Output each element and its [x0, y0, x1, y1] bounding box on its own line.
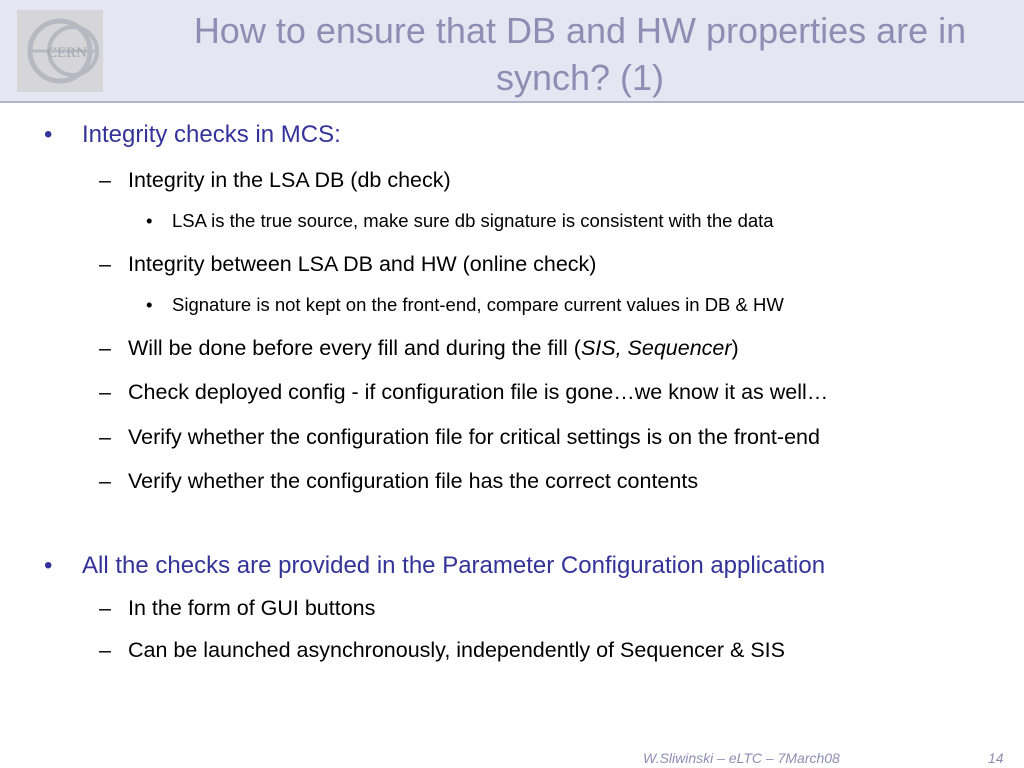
- bullet-text: In the form of GUI buttons: [128, 596, 376, 620]
- cern-logo: [17, 10, 103, 92]
- dash-marker: –: [99, 380, 111, 404]
- bullet-text-after: ): [731, 336, 739, 360]
- subsub-signature-not-kept: [146, 294, 784, 316]
- footer-author: W.Sliwinski – eLTC – 7March08: [643, 750, 840, 766]
- bullet-text: Verify whether the configuration file has the correct contents: [128, 469, 699, 493]
- cern-logo-icon: [17, 10, 103, 92]
- bullet-marker: •: [146, 210, 153, 231]
- subbullet-verify-contents: [99, 469, 699, 494]
- svg-text:CERN: CERN: [47, 45, 88, 61]
- slide-header: [0, 0, 1024, 103]
- bullet-text: Can be launched asynchronously, independently of Sequencer & SIS: [128, 638, 785, 662]
- bullet-text: Integrity between LSA DB and HW (online check): [128, 252, 597, 276]
- bullet-text: Signature is not kept on the front-end, compare current values in DB & HW: [172, 294, 784, 315]
- subbullet-integrity-lsa-db: [99, 168, 451, 193]
- subbullet-integrity-db-hw: [99, 252, 597, 277]
- dash-marker: –: [99, 638, 111, 662]
- subbullet-gui-buttons: [99, 596, 376, 621]
- bullet-marker: •: [44, 552, 53, 579]
- bullet-integrity-checks: [44, 121, 341, 149]
- bullet-text: Integrity in the LSA DB (db check): [128, 168, 451, 192]
- bullet-text: Verify whether the configuration file for critical settings is on the front-end: [128, 425, 820, 449]
- subbullet-verify-config-frontend: [99, 425, 820, 450]
- bullet-marker: •: [44, 121, 53, 148]
- bullet-text: Check deployed config - if configuration file is gone…we know it as well…: [128, 380, 829, 404]
- bullet-text: All the checks are provided in the Parameter Configuration application: [82, 552, 826, 579]
- slide-title: How to ensure that DB and HW properties are in synch? (1): [193, 10, 967, 98]
- bullet-marker: •: [146, 294, 153, 315]
- bullet-text-italic: SIS, Sequencer: [580, 336, 732, 360]
- dash-marker: –: [99, 336, 111, 360]
- subsub-lsa-true-source: [146, 210, 774, 232]
- bullet-text: Integrity checks in MCS:: [82, 121, 341, 148]
- dash-marker: –: [99, 252, 111, 276]
- dash-marker: –: [99, 596, 111, 620]
- dash-marker: –: [99, 469, 111, 493]
- bullet-checks-provided: [44, 552, 826, 580]
- subbullet-every-fill: [99, 336, 739, 361]
- bullet-text: LSA is the true source, make sure db signature is consistent with the data: [172, 210, 774, 231]
- dash-marker: –: [99, 168, 111, 192]
- subbullet-launched-async: [99, 638, 785, 663]
- dash-marker: –: [99, 425, 111, 449]
- footer-page-number: 14: [988, 750, 1004, 766]
- bullet-text-before: Will be done before every fill and during the fill (: [128, 336, 581, 360]
- subbullet-deployed-config: [99, 380, 829, 405]
